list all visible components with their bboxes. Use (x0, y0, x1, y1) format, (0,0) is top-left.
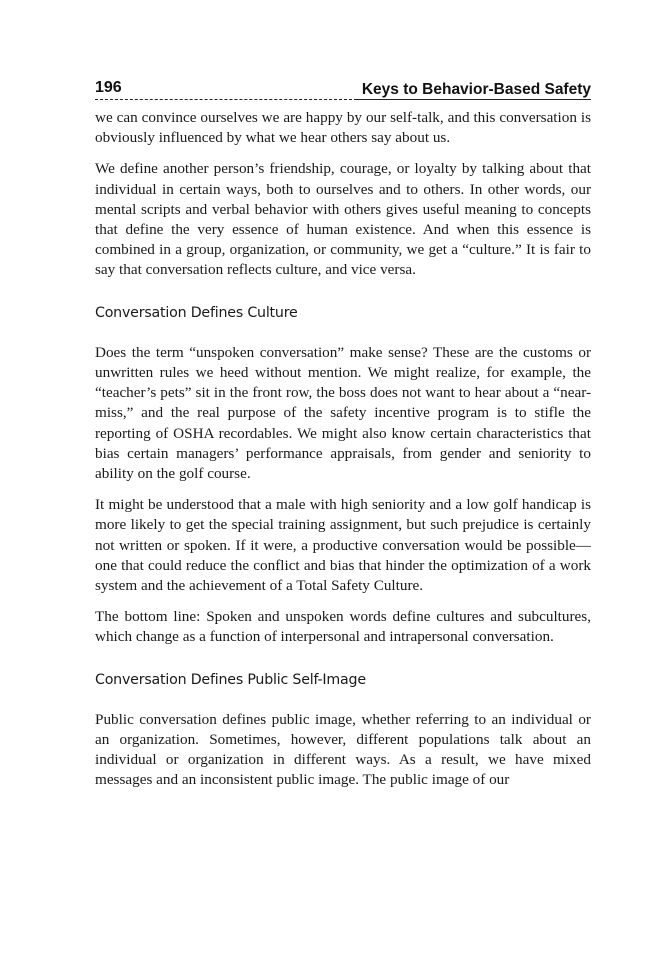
paragraph-2: We define another person’s friendship, courage, or loyalty by talking about that individual in certain ways, both to ourselves and to others. In other words, our mental scripts and verbal behavior with others gives useful meaning to concepts that define the very essence of human existence. And when this essence is combined in a group, organization, or community, we get a “culture.” It is fair to say that conversation reflects culture, and vice versa. (95, 160, 591, 279)
paragraph-1: we can convince ourselves we are happy by our self-talk, and this conversation is obviously influenced by what we hear others say about us. (95, 109, 591, 147)
paragraph-5: The bottom line: Spoken and unspoken words define cultures and subcultures, which change as a function of interpersonal and intrapersonal conversation. (95, 608, 591, 646)
paragraph-4: It might be understood that a male with high seniority and a low golf handicap is more likely to get the special training assignment, but such prejudice is certainly not written or spoken. If it were, a productive conversation would be possible—one that could reduce the conflict and bias that hinder the optimization of a work system and the achievement of a Total Safety Culture. (95, 496, 591, 595)
page-header (95, 79, 591, 101)
running-head: Keys to Behavior-Based Safety (361, 81, 591, 98)
section-heading-culture: Conversation Defines Culture (95, 304, 298, 321)
paragraph-3: Does the term “unspoken conversation” make sense? These are the customs or unwritten rules we heed without mention. We might realize, for example, the “teacher’s pets” sit in the front row, the boss does not want to hear about a “near-miss,” and the real purpose of the safety incentive program is to stifle the reporting of OSHA recordables. We might also know certain characteristics that bias certain managers’ performance appraisals, from gender and seniority to ability on the golf course. (95, 343, 591, 483)
section-heading-self-image: Conversation Defines Public Self-Image (95, 671, 366, 688)
page-number: 196 (95, 79, 122, 96)
paragraph-6: Public conversation defines public image, whether referring to an individual or an organization. Sometimes, however, different populations talk about an individual or organization in different ways. As a result, we have mixed messages and an inconsistent public image. The public image of our (95, 710, 591, 789)
header-rule-solid (355, 99, 591, 100)
body-text (95, 108, 591, 802)
